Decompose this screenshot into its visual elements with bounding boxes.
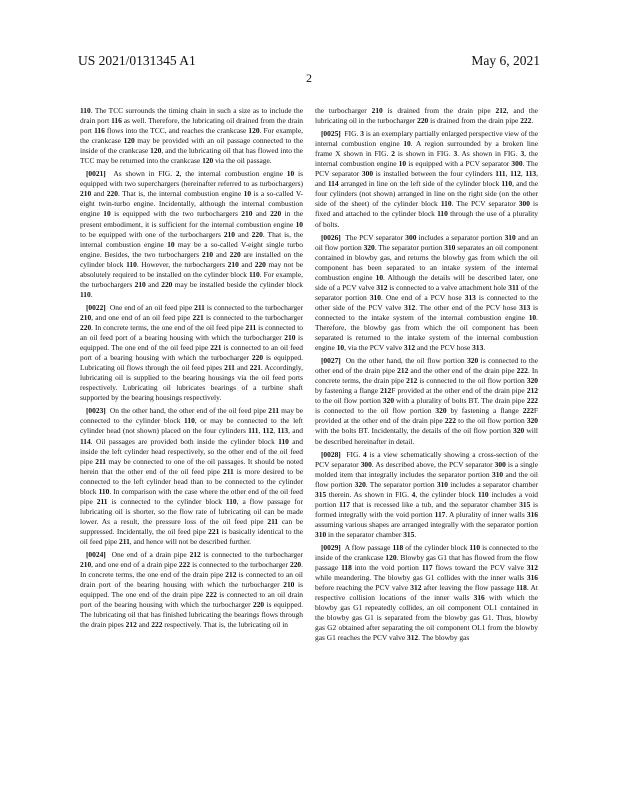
paragraph-text: FIG. 3 is an exemplary partially enlarged perspective view of the internal combustion engine 10. A region surrounded by a broken line frame X shown in FIG. 2 is shown in FIG. 3. As shown in FIG. 3, the internal combustion engine 10 is equipped with a PCV separator 300. The PCV separator 300 is installed between the four cylinders 111, 112, 113, and 114 arranged in line on the left side of the cylinder block 110, and the four cylinders (not shown) arranged in line on the right side (on the other side of the sheet) of the cylinder block 110. The PCV separator 300 is fixed and attached to the cylinder block 110 through the use of a plurality of bolts.	[315, 129, 539, 229]
paragraph-number: [0022]	[85, 302, 106, 312]
paragraph	[315, 106, 538, 126]
paragraph-number: [0021]	[85, 169, 106, 179]
paragraph-number: [0023]	[85, 406, 106, 416]
paragraph-text: FIG. 4 is a view schematically showing a cross-section of the PCV separator 300. As described above, the PCV separator 300 is a single molded item that integrally includes the separator portion 310 and the oil flow portion 320. The separator portion 310 includes a separator chamber 315 therein. As shown in FIG. 4, the cylinder block 110 includes a void portion 117 that is recessed like a tub, and the separator chamber 315 is formed integrally with the void portion 117. A plurality of inner walls 316 assuming various shapes are arranged integrally with the separator portion 310 in the separator chamber 315.	[315, 449, 539, 539]
paragraph-text: A flow passage 118 of the cylinder block 110 is connected to the inside of the crankcase 120. Blowby gas G1 that has flowed from the flow passage 118 into the void portion 117 flows toward the PCV valve 312 while meandering. The blowby gas G1 collides with the inner walls 316 before reaching the PCV valve 312 after leaving the flow passage 118. At respective collision locations of the inner walls 316 with which the blowby gas G1 repeatedly collides, an oil component OL1 contained in the blowby gas G1 is separated from the blowby gas G1. Thus, blowby gas G2 obtained after separating the oil component OL1 from the blowby gas G1 reaches the PCV valve 312. The blowby gas	[315, 542, 538, 643]
paragraph	[80, 106, 303, 166]
paragraph-number: [0029]	[320, 542, 341, 552]
paragraph-text: 110. The TCC surrounds the timing chain in such a size as to include the drain port 116 as well. Therefore, the lubricating oil drained from the drain port 116 flows into the TCC, and reaches the crankcase 120. For example, the crankcase 120 may be provided with an oil passage connected to the inside of the crankcase 120, and the lubricating oil that has flowed into the TCC may be returned into the crankcase 120 via the oil passage.	[80, 106, 303, 166]
paragraph-text: One end of an oil feed pipe 211 is connected to the turbocharger 210, and one end of an oil feed pipe 221 is connected to the turbocharger 220. In concrete terms, the one end of the oil feed pipe 211 is connected to an oil feed port of a bearing housing with which the turbocharger 210 is equipped. The one end of the oil feed pipe 221 is connected to an oil feed port of a bearing housing with which the turbocharger 220 is equipped. Lubricating oil flows through the oil feed pipes 211 and 221. Accordingly, lubricating oil is supplied to the bearing housings via the oil feed ports respectively. Lubricating oil lubricates bearings of a turbine shaft supported by the bearing housings respectively.	[80, 302, 304, 403]
paragraph	[315, 129, 538, 229]
paragraph-text: On the other hand, the other end of the oil feed pipe 211 may be connected to the cylinder block 110, or may be connected to the left cylinder head (not shown) placed on the four cylinders 111, 112, 113, and 114. Oil passages are provided both inside the cylinder block 110 and inside the left cylinder head respectively, so the other end of the oil feed pipe 211 may be connected to one of the oil passages. It should be noted herein that the other end of the oil feed pipe 211 is more desired to be connected to the left cylinder head than to be connected to the cylinder block 110. In comparison with the case where the other end of the oil feed pipe 211 is connected to the cylinder block 110, a flow passage for lubricating oil is shorter, so the flow rate of lubricating oil can be made lower. As a result, the pressure loss of the oil feed pipe 211 can be suppressed. Incidentally, the oil feed pipe 221 is basically identical to the oil feed pipe 211, and hence will not be described further.	[80, 406, 304, 546]
paragraph-number: [0024]	[85, 550, 106, 560]
paragraph-number: [0025]	[320, 129, 341, 139]
paragraph-text: As shown in FIG. 2, the internal combustion engine 10 is equipped with two superchargers (hereinafter referred to as turbochargers) 210 and 220. That is, the internal combustion engine 10 is a so-called V-eight twin-turbo engine. Incidentally, although the internal combustion engine 10 is equipped with the two turbochargers 210 and 220 in the present embodiment, it is sufficient for the internal combustion engine 10 to be equipped with one of the turbochargers 210 and 220. That is, the internal combustion engine 10 may be a so-called V-eight single turbo engine. Besides, the two turbochargers 210 and 220 are installed on the cylinder block 110. However, the turbochargers 210 and 220 may not be absolutely required to be installed on the cylinder block 110. For example, the turbochargers 210 and 220 may be installed beside the cylinder block 110.	[80, 169, 303, 299]
paragraph	[315, 543, 538, 643]
paragraph-number: [0028]	[320, 449, 341, 459]
publication-date: May 6, 2021	[471, 53, 540, 68]
paragraph	[80, 169, 303, 300]
paragraph	[315, 450, 538, 540]
right-column	[315, 106, 538, 643]
publication-number: US 2021/0131345 A1	[78, 53, 196, 68]
paragraph-text: The PCV separator 300 includes a separator portion 310 and an oil flow portion 320. The separator portion 310 separates an oil component contained in blowby gas, and returns the blowby gas from which the oil component has been separated to an intake system of the internal combustion engine 10. Although the details will be described later, one side of a PCV valve 312 is connected to a valve attachment hole 311 of the separator portion 310. One end of a PCV hose 313 is connected to the other side of the PCV valve 312. The other end of the PCV hose 313 is connected to the intake system of the internal combustion engine 10. Therefore, the blowby gas from which the oil component has been separated is returned to the intake system of the internal combustion engine 10, via the PCV valve 312 and the PCV hose 313.	[315, 232, 539, 353]
paragraph	[315, 233, 538, 354]
paragraph-text: One end of a drain pipe 212 is connected to the turbocharger 210, and one end of a drain pipe 222 is connected to the turbocharger 220. In concrete terms, the one end of the drain pipe 212 is connected to an oil drain port of the bearing housing with which the turbocharger 210 is equipped. The one end of the drain pipe 222 is connected to an oil drain port of the bearing housing with which the turbocharger 220 is equipped. The lubricating oil that has finished lubricating the bearings flows through the drain pipes 212 and 222 respectively. That is, the lubricating oil in	[80, 550, 304, 630]
paragraph	[80, 303, 303, 403]
page-number: 2	[306, 71, 312, 85]
paragraph-number: [0027]	[320, 356, 341, 366]
paragraph-text: On the other hand, the oil flow portion 320 is connected to the other end of the drain pipe 212 and the other end of the drain pipe 222. In concrete terms, the drain pipe 212 is connected to the oil flow portion 320 by fastening a flange 212F provided at the other end of the drain pipe 212 to the oil flow portion 320 with a plurality of bolts BT. The drain pipe 222 is connected to the oil flow portion 320 by fastening a flange 222F provided at the other end of the drain pipe 222 to the oil flow portion 320 with the bolts BT. Incidentally, the details of the oil flow portion 320 will be described hereinafter in detail.	[315, 356, 539, 446]
paragraph	[80, 406, 303, 547]
paragraph-number: [0026]	[320, 232, 341, 242]
paragraph	[80, 550, 303, 630]
left-column	[80, 106, 303, 630]
paragraph-text: the turbocharger 210 is drained from the drain pipe 212, and the lubricating oil in the turbocharger 220 is drained from the drain pipe 222.	[315, 106, 538, 126]
paragraph	[315, 356, 538, 446]
